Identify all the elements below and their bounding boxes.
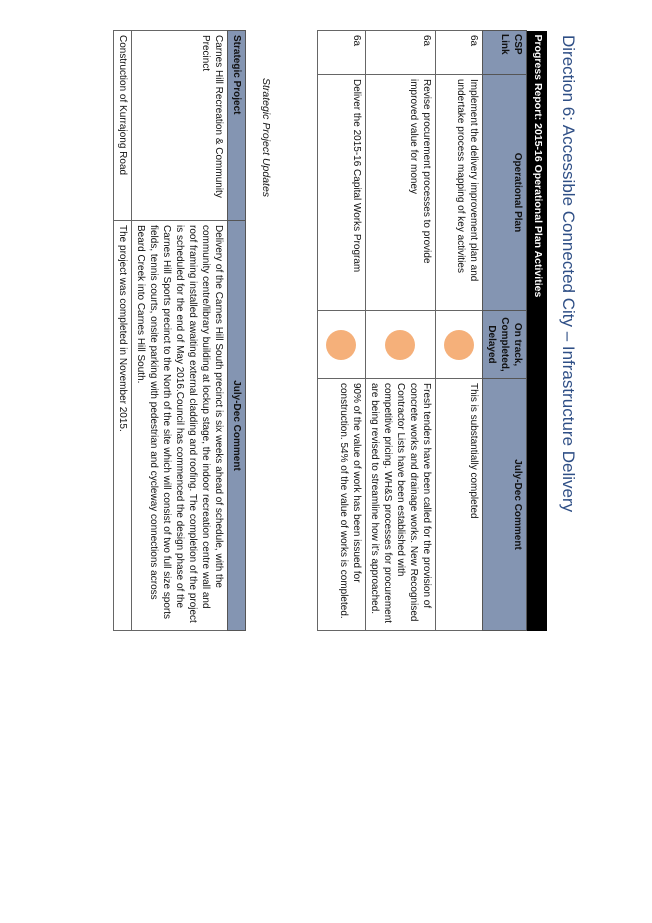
table-row <box>436 31 483 631</box>
header-strategic-project: Strategic Project <box>228 31 246 221</box>
table-header-row <box>228 31 246 631</box>
strategic-project-cell: Construction of Kurrajong Road <box>114 31 132 221</box>
strategic-project-cell: Carnes Hill Recreation & Community Precinct <box>132 31 228 221</box>
header-operational-plan: Operational Plan <box>483 75 527 311</box>
csp-link-cell: 6a <box>318 31 366 75</box>
table-row <box>366 31 436 631</box>
status-indicator-icon <box>444 330 474 360</box>
header-status: On track, Completed, Delayed <box>483 311 527 379</box>
status-cell <box>436 311 483 379</box>
progress-report-table <box>317 30 547 631</box>
comment-cell: 90% of the value of work has been issued for construction. 54% of the value of works is completed. <box>318 379 366 631</box>
page-title: Direction 6: Accessible Connected City – Infrastructure Delivery <box>559 35 578 513</box>
comment-cell: This is substantially completed <box>436 379 483 631</box>
status-cell <box>318 311 366 379</box>
header-july-dec-comment: July-Dec Comment <box>483 379 527 631</box>
table-banner: Progress Report: 2015-16 Operational Plan Activities <box>527 31 548 631</box>
strategic-project-table <box>113 30 246 631</box>
header-csp-link: CSP Link <box>483 31 527 75</box>
header-july-dec-comment: July-Dec Comment <box>228 221 246 631</box>
status-cell <box>366 311 436 379</box>
csp-link-cell: 6a <box>436 31 483 75</box>
table-row <box>132 31 228 631</box>
table-banner-row <box>527 31 548 631</box>
operational-plan-cell: Revise procurement processes to provide improved value for money <box>366 75 436 311</box>
table-row <box>318 31 366 631</box>
table-row <box>114 31 132 631</box>
csp-link-cell: 6a <box>366 31 436 75</box>
section-subtitle: Strategic Project Updates <box>260 78 272 198</box>
table-header-row <box>483 31 527 631</box>
comment-cell: The project was completed in November 2015. <box>114 221 132 631</box>
status-indicator-icon <box>327 330 357 360</box>
comment-cell: Delivery of the Carnes Hill South precinct is six weeks ahead of schedule, with the community centre/library building at lockup stage, the indoor recreation centre wall and roof framing installed awaiting external cladding and roofing. The completion of the project is scheduled for the end of May 2016.Council has commenced the design phase of the Carnes Hill Sports precinct to the North of the site which will consist of two full size sports fields, tennis courts, onsite parking with pedestrian and cycleway connections across Beard Creek into Carnes Hill South. <box>132 221 228 631</box>
comment-cell: Fresh tenders have been called for the provision of concrete works and drainage works. New Recognised Contractor Lists have been established with competitive pricing. WH&S processes for procurement are being revised to streamline how it’s approached. <box>366 379 436 631</box>
operational-plan-cell: Deliver the 2015-16 Capital Works Program <box>318 75 366 311</box>
status-indicator-icon <box>386 330 416 360</box>
operational-plan-cell: Implement the delivery improvement plan and undertake process mapping of key activities <box>436 75 483 311</box>
